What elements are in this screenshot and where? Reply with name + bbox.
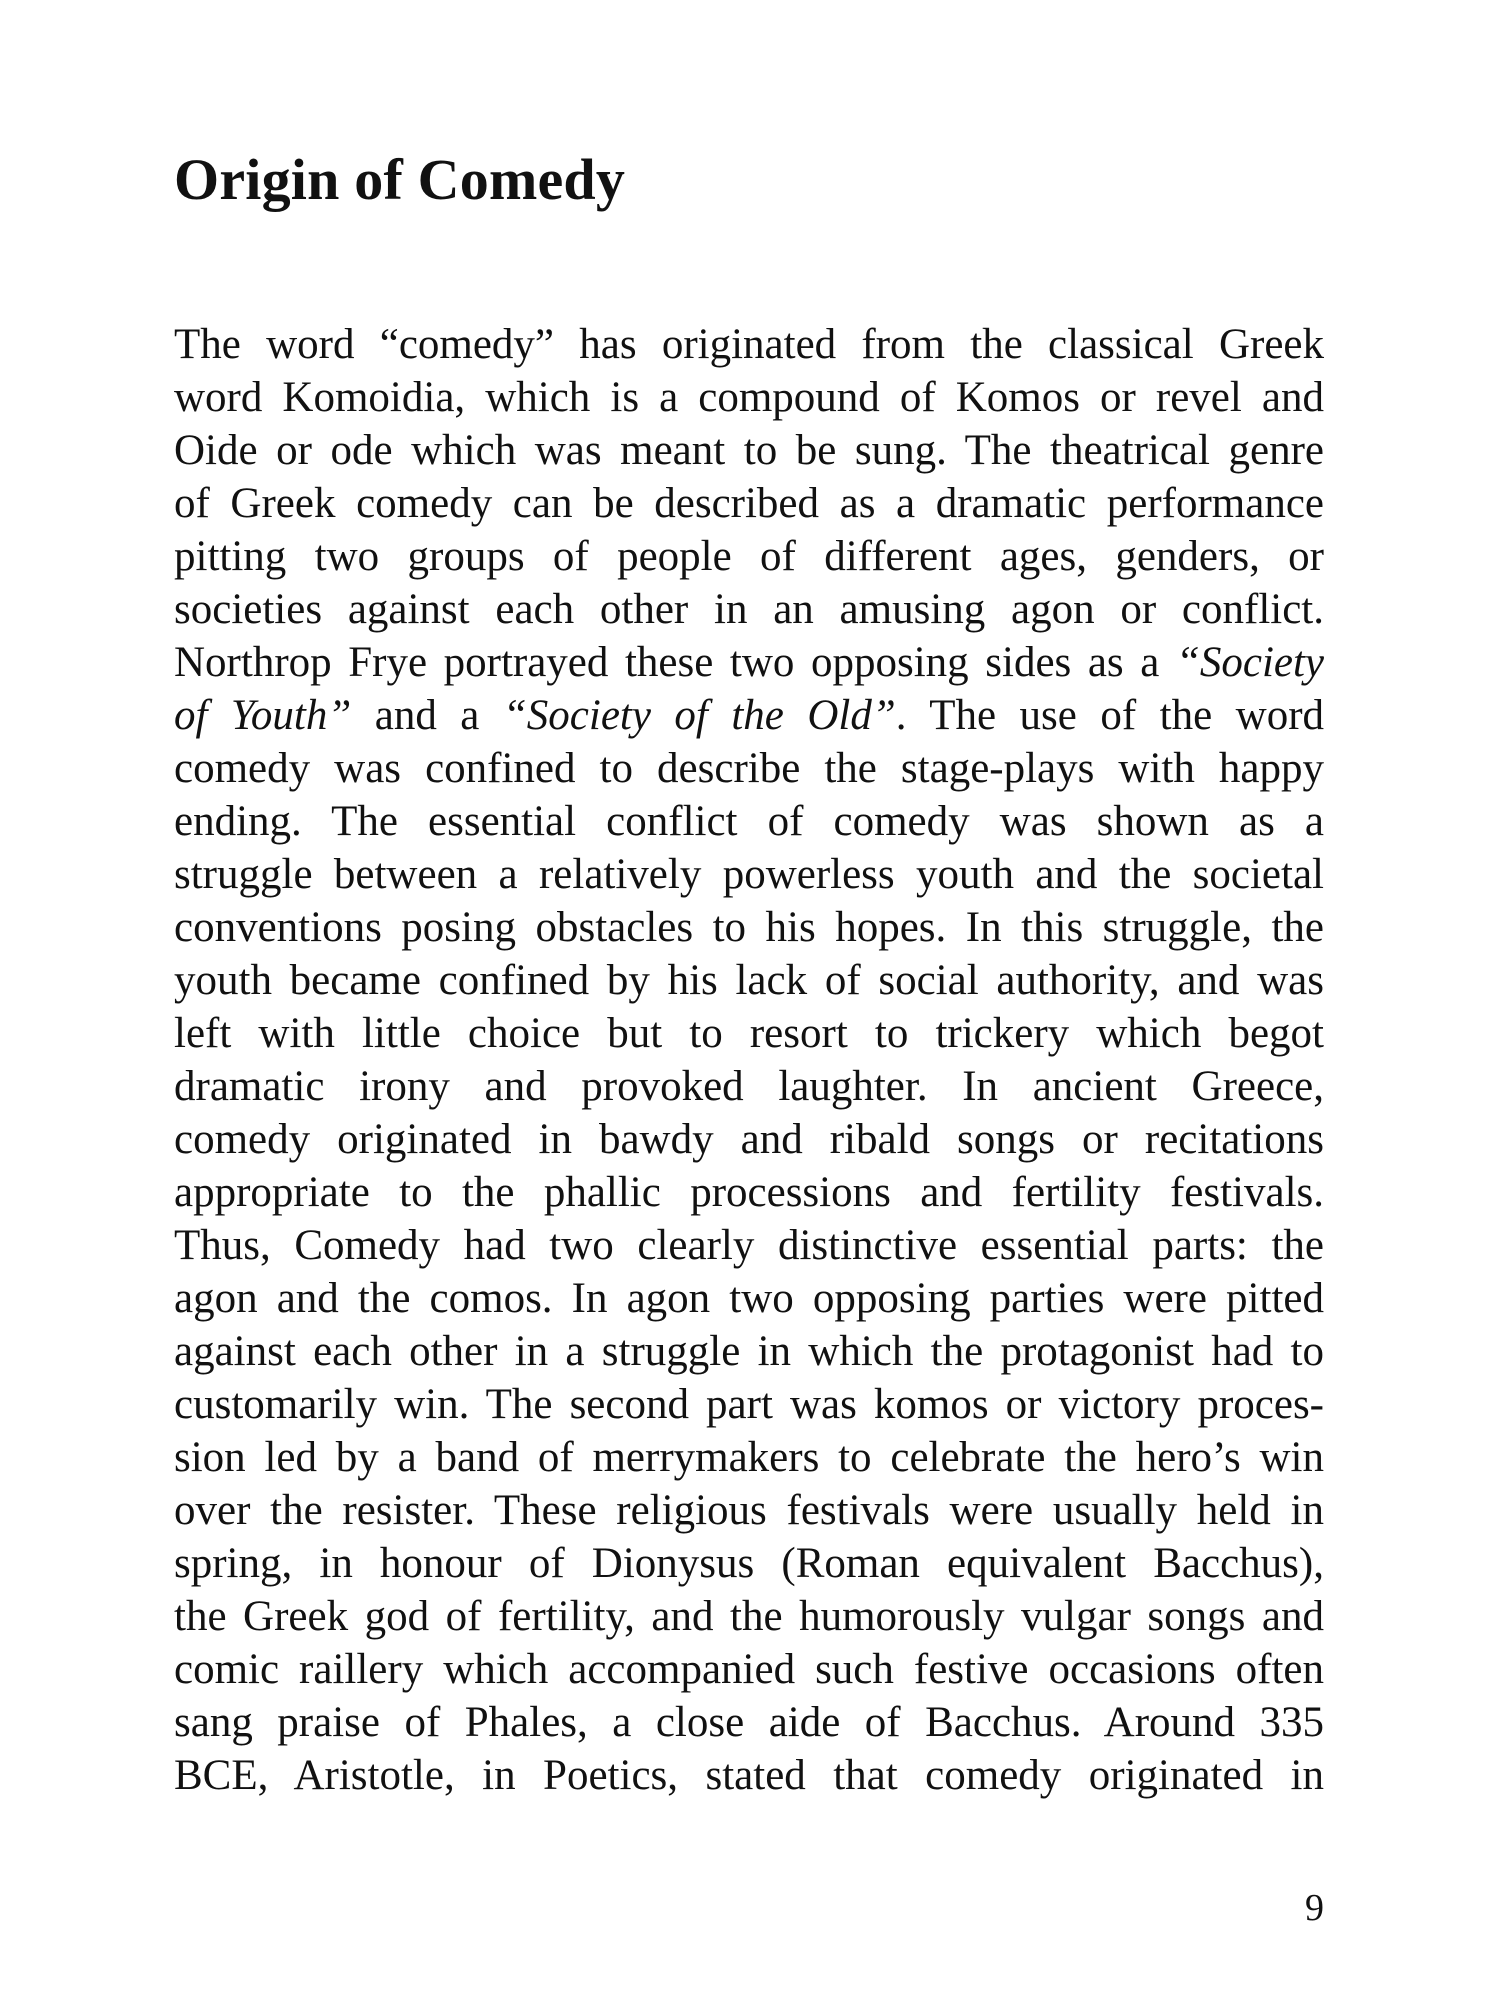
text-line: struggle between a relatively powerless youth and the societal	[174, 851, 1324, 898]
text-segment: Northrop Frye portrayed these two opposing sides as a	[174, 639, 1160, 686]
italic-quote: “Society	[1175, 639, 1324, 686]
text-line: the Greek god of fertility, and the humorously vulgar songs and	[174, 1593, 1324, 1640]
text-line: sion led by a band of merrymakers to celebrate the hero’s win	[174, 1434, 1324, 1481]
text-line: agon and the comos. In agon two opposing parties were pitted	[174, 1275, 1324, 1322]
text-line: of Greek comedy can be described as a dramatic performance	[174, 480, 1324, 527]
text-line: pitting two groups of people of different ages, genders, or	[174, 533, 1324, 580]
text-line: dramatic irony and provoked laughter. In ancient Greece,	[174, 1063, 1324, 1110]
text-line: spring, in honour of Dionysus (Roman equivalent Bacchus),	[174, 1540, 1324, 1587]
text-line: appropriate to the phallic processions and fertility festivals.	[174, 1169, 1324, 1216]
text-line: ending. The essential conflict of comedy was shown as a	[174, 798, 1324, 845]
italic-quote: of Youth”	[174, 692, 352, 739]
text-line: customarily win. The second part was komos or victory proces-	[174, 1381, 1324, 1428]
body-paragraph	[174, 318, 1324, 1802]
text-line: comedy was confined to describe the stage-plays with happy	[174, 745, 1324, 792]
text-segment: . The use of the word	[895, 692, 1324, 739]
page-title: Origin of Comedy	[174, 147, 626, 212]
text-line: conventions posing obstacles to his hopes. In this struggle, the	[174, 904, 1324, 951]
text-line: against each other in a struggle in which the protagonist had to	[174, 1328, 1324, 1375]
page-number: 9	[1305, 1887, 1324, 1929]
text-line: word Komoidia, which is a compound of Komos or revel and	[174, 374, 1324, 421]
text-line: societies against each other in an amusing agon or conflict.	[174, 586, 1324, 633]
text-line: youth became confined by his lack of social authority, and was	[174, 957, 1324, 1004]
text-line: The word “comedy” has originated from the classical Greek	[174, 321, 1324, 368]
text-line: comedy originated in bawdy and ribald songs or recitations	[174, 1116, 1324, 1163]
text-line: BCE, Aristotle, in Poetics, stated that comedy originated in	[174, 1752, 1324, 1799]
text-segment: and a	[374, 692, 480, 739]
text-line	[174, 636, 1324, 689]
text-line: left with little choice but to resort to trickery which begot	[174, 1010, 1324, 1057]
text-line: sang praise of Phales, a close aide of Bacchus. Around 335	[174, 1699, 1324, 1746]
text-line: Oide or ode which was meant to be sung. The theatrical genre	[174, 427, 1324, 474]
text-line	[174, 689, 1324, 742]
text-line: comic raillery which accompanied such festive occasions often	[174, 1646, 1324, 1693]
text-line: over the resister. These religious festivals were usually held in	[174, 1487, 1324, 1534]
italic-quote: “Society of the Old”	[502, 692, 896, 739]
text-line: Thus, Comedy had two clearly distinctive essential parts: the	[174, 1222, 1324, 1269]
